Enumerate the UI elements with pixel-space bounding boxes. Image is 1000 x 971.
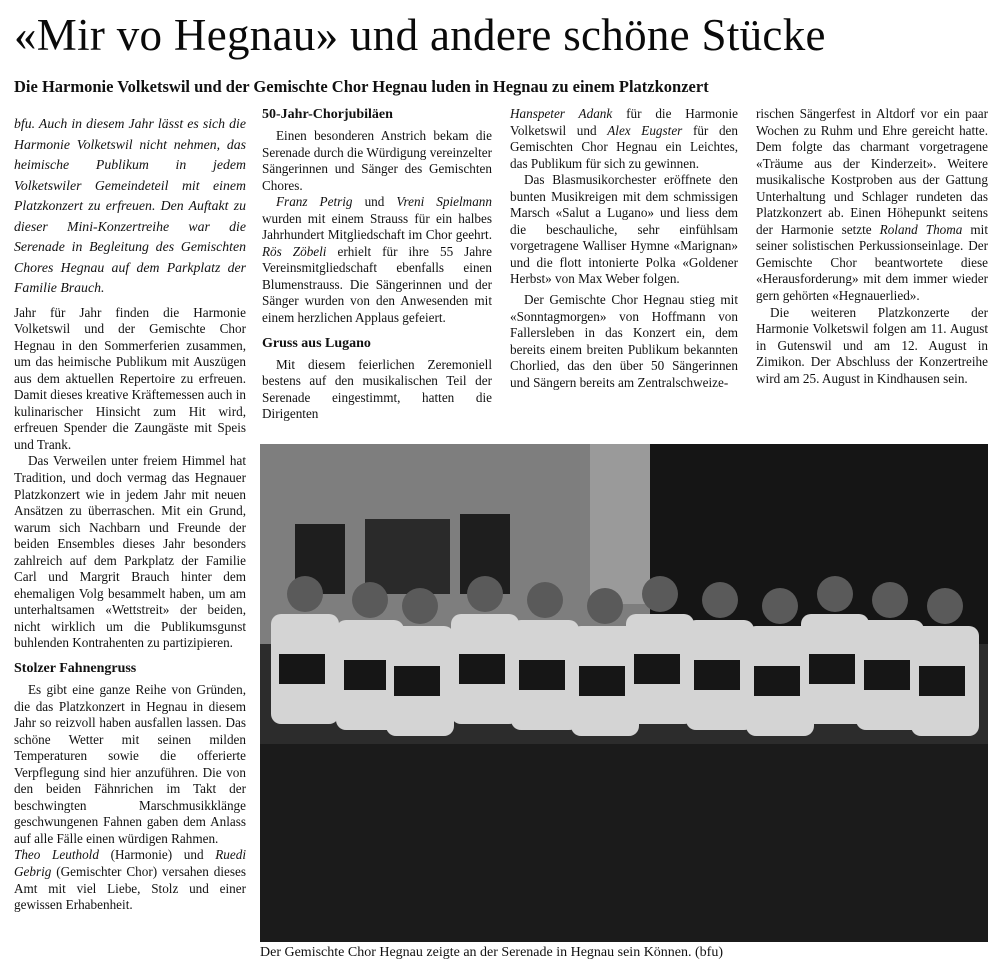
song-folder xyxy=(809,654,855,684)
singer-head xyxy=(352,582,388,618)
text-run: und xyxy=(352,194,397,210)
photo-foreground xyxy=(260,744,988,942)
column-3 xyxy=(510,106,738,391)
building-pillar xyxy=(590,444,650,604)
text-run: erhielt für ihre 55 Jahre Vereinsmitgliedschaft ebenfalls einen Blumenstrauss. Die Sängerinnen und der Sänger wurden von den Anwesenden mit einem herzlichen Applaus gefeiert. xyxy=(262,243,493,326)
subheading-fahnengruss: Stolzer Fahnengruss xyxy=(14,660,137,676)
singer-head xyxy=(587,588,623,624)
singer-head xyxy=(702,582,738,618)
song-folder xyxy=(519,660,565,690)
paragraph xyxy=(756,106,988,305)
lead-paragraph: bfu. Auch in diesem Jahr lässt es sich die Harmonie Volketswil nicht nehmen, das heimische Publikum in jedem Volketswiler Gemeindeteil mit einem Platzkonzert zu erfreuen. Den Auftakt zu dieser Mini-Konzertreihe war die Serenade in Begleitung des Gemischten Chores Hegnau auf dem Parkplatz der Familie Brauch. xyxy=(14,116,246,295)
choir-photo xyxy=(260,444,988,942)
singer-head xyxy=(287,576,323,612)
song-folder xyxy=(919,666,965,696)
song-folder xyxy=(864,660,910,690)
column-1 xyxy=(14,114,246,914)
text-run: wurden mit einem Strauss für ein halbes Jahrhundert Mitgliedschaft im Chor geehrt. xyxy=(262,210,492,243)
singer-head xyxy=(527,582,563,618)
subheading-jubilaeen: 50-Jahr-Chorjubiläen xyxy=(262,107,393,122)
text-run: rischen Sängerfest in Altdorf vor ein paar Wochen zu Ruhm und Ehre gereicht hatte. Dem folgte das charmant vorgetragene «Träume aus der Kinderzeit». Weitere musikalische Kostproben aus der Gattung Unterhaltung und Schlager rundeten das Platzkonzert ab. Einen Höhepunkt seitens der Harmonie setzte xyxy=(756,106,988,237)
song-folder xyxy=(279,654,325,684)
paragraph xyxy=(510,106,738,172)
text-run: für den Gemischten Chor Hegnau ein Leichtes, das Publikum für sich zu gewinnen. xyxy=(510,122,738,171)
person-name: Theo Leuthold xyxy=(14,847,99,863)
song-folder xyxy=(634,654,680,684)
paragraph xyxy=(14,847,246,913)
singer-head xyxy=(402,588,438,624)
person-name: Vreni Spielmann xyxy=(396,194,492,210)
window xyxy=(365,519,450,594)
paragraph xyxy=(262,194,492,326)
person-name: Alex Eugster xyxy=(607,122,683,138)
song-folder xyxy=(459,654,505,684)
column-2 xyxy=(262,106,492,423)
singer-head xyxy=(817,576,853,612)
paragraph: Mit diesem feierlichen Zeremoniell bestens auf den musikalischen Teil der Serenade eingestimmt, hatten die Dirigenten xyxy=(262,356,492,422)
paragraph: Es gibt eine ganze Reihe von Gründen, die das Platzkonzert in Hegnau in diesem Jahr so reizvoll haben ausfallen lassen. Das schöne Wetter mit seinen milden Temperaturen sowie die offerierte Verpflegung sind hier anzuführen. Die von den beiden Fähnrichen im Takt der beschwingten Marschmusikklänge geschwungenen Fahnen gaben dem Anlass auf alle Fälle einen würdigen Rahmen. xyxy=(14,681,246,846)
song-folder xyxy=(344,660,390,690)
person-name: Ruedi Gebrig xyxy=(14,847,247,879)
photo-caption: Der Gemischte Chor Hegnau zeigte an der Serenade in Hegnau sein Können. (bfu) xyxy=(260,945,723,960)
text-run: (Harmonie) und xyxy=(98,847,216,863)
subheading-lugano: Gruss aus Lugano xyxy=(262,335,371,351)
person-name: Roland Thoma xyxy=(879,221,963,237)
song-folder xyxy=(754,666,800,696)
choir-photo-illustration xyxy=(260,444,988,942)
paragraph: Der Gemischte Chor Hegnau stieg mit «Sonntagmorgen» von Hoffmann von Fallersleben in das Konzert ein, dem bereits einem breiten Publikum bekannten Chorlied, das den über 50 Sängerinnen und Sängern bereits am Zentralschweize- xyxy=(510,292,738,390)
text-run: für die Harmonie Volketswil und xyxy=(510,106,738,138)
song-folder xyxy=(694,660,740,690)
person-name: Rös Zöbeli xyxy=(262,243,327,259)
paragraph: Einen besonderen Anstrich bekam die Serenade durch die Würdigung vereinzelter Sängerinnen und Sänger des Gemischten Chores. xyxy=(262,128,492,193)
singer-head xyxy=(872,582,908,618)
paragraph: Das Verweilen unter freiem Himmel hat Tradition, und doch vermag das Hegnauer Platzkonzert wie in jedem Jahr mit neuen Ansätzen zu überraschen. Mit ein Grund, warum sich Nachbarn und Freunde der beiden Ensembles dieses Jahr besonders zahlreich auf dem Parkplatz der Familie Carl und Margrit Brauch hinter dem ehemaligen Volg besammelt haben, um am unterhaltsamen «Wettstreit» der beiden, nicht wirklich um die Publikumsgunst buhlenden Kontrahenten zu partizipieren. xyxy=(14,453,246,651)
singer-head xyxy=(762,588,798,624)
paragraph: Die weiteren Platzkonzerte der Harmonie Volketswil folgen am 11. August in Gutenswil und am 12. August in Zimikon. Der Abschluss der Konzertreihe wird am 25. August in Kindhausen sein. xyxy=(756,304,988,386)
paragraph: Das Blasmusikorchester eröffnete den bunten Musikreigen mit dem schmissigen Marsch «Salut a Lugano» und liess dem die beschauliche, sehr einfühlsam vorgetragene Walliser Hymne «Marignan» und die flott intonierte Polka «Goldener Herbst» von Max Weber folgen. xyxy=(510,172,738,287)
text-run: mit seiner solistischen Perkussionseinlage. Der Gemischte Chor beantwortete diese «Herausforderung» mit dem immer wieder gern gehörten «Hegnauerlied». xyxy=(756,221,988,304)
person-name: Franz Petrig xyxy=(276,194,353,210)
paragraph: Jahr für Jahr finden die Harmonie Volketswil und der Gemischte Chor Hegnau in den Sommerferien zusammen, um das heimische Publikum mit Auszügen aus dem aktuellen Repertoire zu erfreuen. Damit dieses kreative Kräftemessen auch in kulinarischer Hinsicht zum Hit wird, erfreuen Spender die Zaungäste mit Speis und Trank. xyxy=(14,304,246,452)
headline: «Mir vo Hegnau» und andere schöne Stücke xyxy=(14,10,826,60)
singer-head xyxy=(467,576,503,612)
song-folder xyxy=(394,666,440,696)
column-4 xyxy=(756,106,988,387)
text-run: (Gemischter Chor) versahen dieses Amt mit viel Liebe, Stolz und einer gewissen Erhabenheit. xyxy=(14,864,246,913)
song-folder xyxy=(579,666,625,696)
singer-head xyxy=(642,576,678,612)
singer-head xyxy=(927,588,963,624)
subheadline: Die Harmonie Volketswil und der Gemischte Chor Hegnau luden in Hegnau zu einem Platzkonzert xyxy=(14,77,709,96)
person-name: Hanspeter Adank xyxy=(510,106,613,121)
